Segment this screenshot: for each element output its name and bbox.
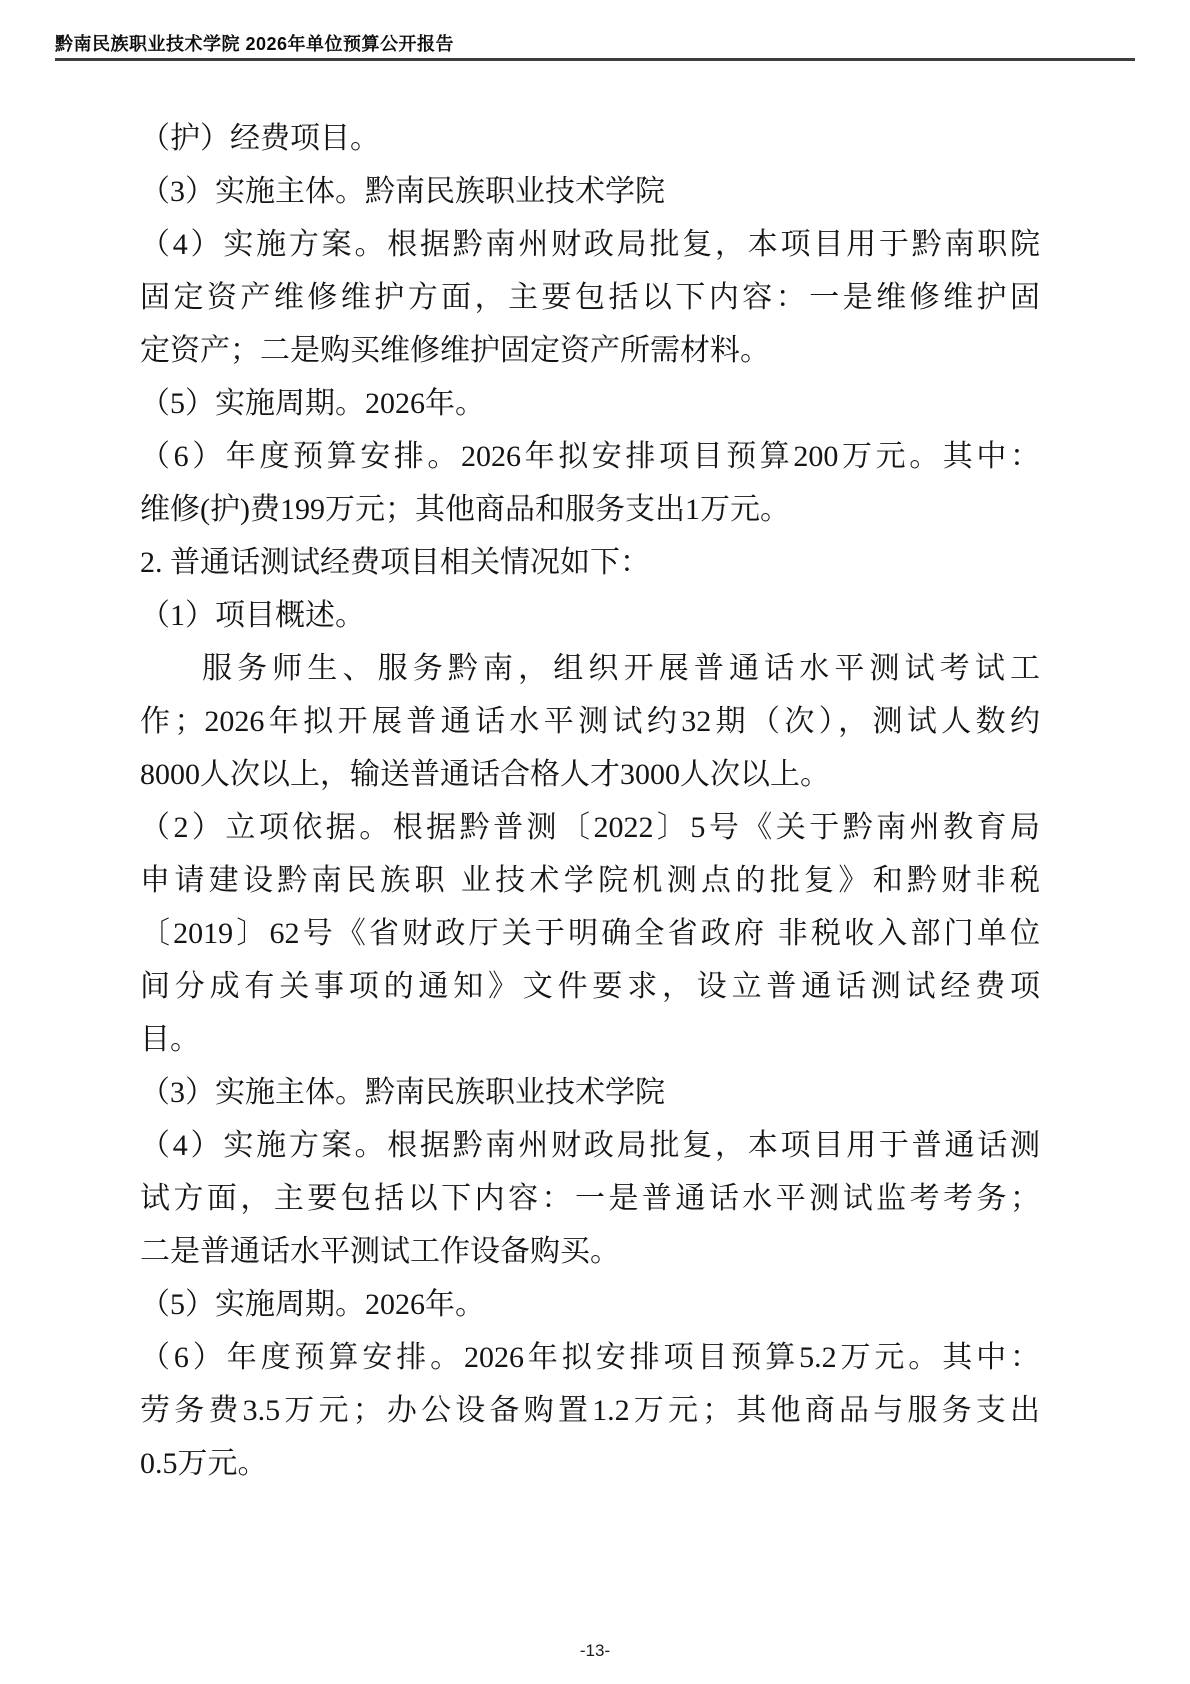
document-body	[140, 112, 1040, 1490]
text-line: 维修(护)费199万元；其他商品和服务支出1万元。	[140, 493, 790, 526]
text-line: 劳务费3.5万元；办公设备购置1.2万元；其他商品与服务支出	[140, 1394, 1040, 1427]
text-line: （4）实施方案。根据黔南州财政局批复，本项目用于普通话测	[140, 1129, 1040, 1162]
text-line: （1）项目概述。	[140, 599, 365, 632]
text-line: 8000人次以上，输送普通话合格人才3000人次以上。	[140, 758, 830, 791]
text-line: 〔2019〕62号《省财政厅关于明确全省政府 非税收入部门单位	[140, 917, 1040, 950]
text-line: （护）经费项目。	[140, 122, 380, 155]
text-line: 固定资产维修维护方面，主要包括以下内容：一是维修维护固	[140, 281, 1040, 314]
text-line: （6）年度预算安排。2026年拟安排项目预算200万元。其中：	[140, 440, 1040, 473]
text-line: （5）实施周期。2026年。	[140, 1288, 485, 1321]
text-line: 二是普通话水平测试工作设备购买。	[140, 1235, 620, 1268]
text-line: 2. 普通话测试经费项目相关情况如下：	[140, 546, 650, 579]
text-line: （3）实施主体。黔南民族职业技术学院	[140, 175, 665, 208]
text-line: 服务师生、服务黔南，组织开展普通话水平测试考试工	[202, 652, 1040, 685]
text-line: 目。	[140, 1023, 200, 1056]
text-line: 0.5万元。	[140, 1447, 268, 1480]
text-line: （4）实施方案。根据黔南州财政局批复，本项目用于黔南职院	[140, 228, 1040, 261]
text-line: （3）实施主体。黔南民族职业技术学院	[140, 1076, 665, 1109]
text-line: 定资产；二是购买维修维护固定资产所需材料。	[140, 334, 770, 367]
text-line: （5）实施周期。2026年。	[140, 387, 485, 420]
text-line: 作；2026年拟开展普通话水平测试约32期（次），测试人数约	[140, 705, 1040, 738]
page-header-title: 黔南民族职业技术学院 2026年单位预算公开报告	[55, 34, 455, 54]
page-number: -13-	[579, 1641, 611, 1660]
text-line: 间分成有关事项的通知》文件要求，设立普通话测试经费项	[140, 970, 1040, 1003]
text-line: （2）立项依据。根据黔普测〔2022〕5号《关于黔南州教育局	[140, 811, 1040, 844]
text-line: （6）年度预算安排。2026年拟安排项目预算5.2万元。其中：	[140, 1341, 1040, 1374]
text-line: 试方面，主要包括以下内容：一是普通话水平测试监考考务；	[140, 1182, 1040, 1215]
text-line: 申请建设黔南民族职 业技术学院机测点的批复》和黔财非税	[140, 864, 1040, 897]
header-divider-rule	[55, 58, 1135, 61]
